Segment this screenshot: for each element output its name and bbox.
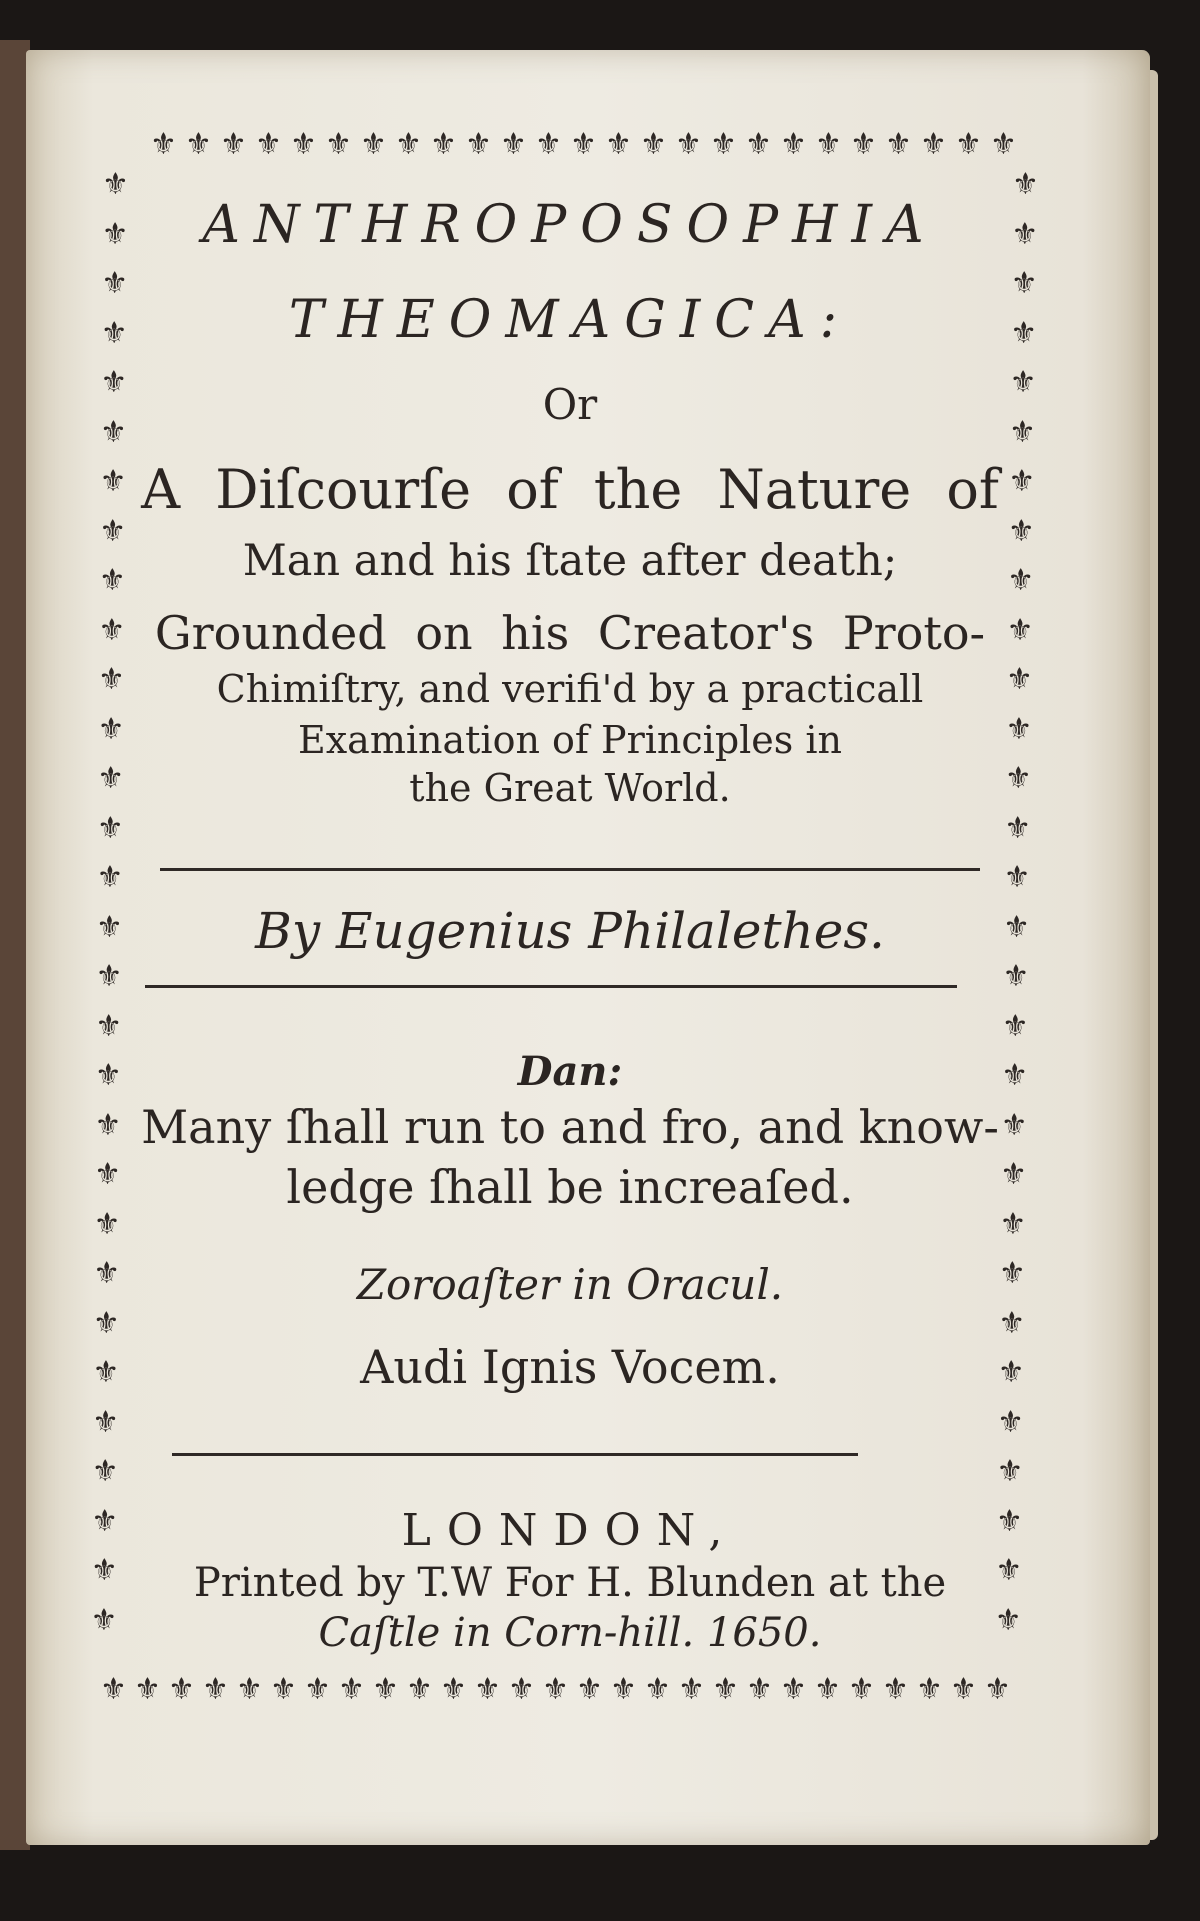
fleuron-icon: ⚜ (100, 414, 127, 450)
imprint-line-2: Caſtle in Corn-hill. 1650. (318, 1610, 822, 1656)
fleuron-icon: ⚜ (93, 1256, 121, 1291)
fleuron-icon: ⚜ (96, 909, 123, 945)
fleuron-icon: ⚜ (97, 761, 125, 796)
fleuron-icon: ⚜ (1003, 860, 1031, 895)
fleuron-icon: ⚜ (644, 1672, 671, 1707)
fleuron-icon: ⚜ (99, 513, 127, 549)
fleuron-icon: ⚜ (814, 1672, 841, 1707)
fleuron-icon: ⚜ (134, 1672, 161, 1707)
fleuron-icon: ⚜ (91, 1454, 119, 1489)
fleuron-icon: ⚜ (1001, 1008, 1029, 1044)
fleuron-icon: ⚜ (236, 1672, 263, 1707)
fleuron-icon: ⚜ (1010, 266, 1038, 301)
fleuron-icon: ⚜ (780, 1672, 807, 1707)
title-line-2: THEOMAGICA: (288, 290, 852, 350)
title-line-1: ANTHROPOSOPHIA (202, 195, 938, 255)
fleuron-icon: ⚜ (712, 1672, 739, 1707)
fleuron-icon: ⚜ (430, 127, 457, 162)
fleuron-icon: ⚜ (1007, 513, 1035, 549)
fleuron-icon: ⚜ (90, 1553, 118, 1588)
fleuron-icon: ⚜ (542, 1672, 569, 1707)
fleuron-icon: ⚜ (100, 365, 128, 400)
fleuron-icon: ⚜ (998, 1305, 1026, 1341)
fleuron-icon: ⚜ (92, 1355, 120, 1390)
fleuron-icon: ⚜ (95, 1008, 123, 1044)
fleuron-icon: ⚜ (984, 1672, 1011, 1707)
fleuron-icon: ⚜ (290, 127, 317, 162)
fleuron-icon: ⚜ (94, 1107, 122, 1143)
fleuron-icon: ⚜ (96, 810, 124, 846)
fleuron-icon: ⚜ (916, 1672, 943, 1707)
rule-1 (160, 868, 980, 871)
fleuron-icon: ⚜ (100, 1672, 127, 1707)
fleuron-icon: ⚜ (885, 127, 912, 162)
fleuron-icon: ⚜ (91, 1503, 119, 1539)
fleuron-icon: ⚜ (920, 127, 947, 162)
fleuron-icon: ⚜ (92, 1305, 120, 1341)
fleuron-icon: ⚜ (395, 127, 422, 162)
fleuron-icon: ⚜ (474, 1672, 501, 1707)
fleuron-icon: ⚜ (372, 1672, 399, 1707)
fleuron-icon: ⚜ (94, 1157, 121, 1192)
fleuron-icon: ⚜ (1004, 761, 1032, 796)
fleuron-icon: ⚜ (997, 1404, 1025, 1440)
fleuron-icon: ⚜ (90, 1602, 118, 1638)
fleuron-icon: ⚜ (570, 127, 597, 162)
fleuron-icon: ⚜ (96, 860, 124, 895)
fleuron-icon: ⚜ (202, 1672, 229, 1707)
fleuron-icon: ⚜ (1006, 612, 1034, 648)
fleuron-icon: ⚜ (1000, 1107, 1028, 1143)
fleuron-icon: ⚜ (150, 127, 177, 162)
fleuron-icon: ⚜ (955, 127, 982, 162)
fleuron-icon: ⚜ (995, 1553, 1023, 1588)
fleuron-icon: ⚜ (92, 1404, 119, 1440)
fleuron-icon: ⚜ (1001, 1058, 1029, 1093)
fleuron-icon: ⚜ (746, 1672, 773, 1707)
fleuron-icon: ⚜ (360, 127, 387, 162)
fleuron-icon: ⚜ (1006, 662, 1033, 697)
fleuron-icon: ⚜ (780, 127, 807, 162)
fleuron-icon: ⚜ (997, 1355, 1025, 1390)
epigraph-line-2: ledge ſhall be increaſed. (286, 1160, 854, 1214)
fleuron-icon: ⚜ (98, 612, 126, 648)
fleuron-icon: ⚜ (270, 1672, 297, 1707)
second-quote: Audi Ignis Vocem. (360, 1340, 780, 1394)
subtitle-line-6: the Great World. (409, 766, 731, 810)
fleuron-icon: ⚜ (1012, 167, 1039, 202)
fleuron-icon: ⚜ (996, 1454, 1024, 1489)
fleuron-icon: ⚜ (304, 1672, 331, 1707)
epigraph-line-1: Many ſhall run to and fro, and know- (141, 1100, 999, 1154)
fleuron-icon: ⚜ (100, 315, 128, 351)
fleuron-icon: ⚜ (994, 1602, 1022, 1638)
fleuron-icon: ⚜ (815, 127, 842, 162)
imprint-city: LONDON, (401, 1505, 739, 1556)
epigraph-source: Dan: (517, 1048, 623, 1095)
fleuron-icon: ⚜ (338, 1672, 365, 1707)
fleuron-icon: ⚜ (882, 1672, 909, 1707)
fleuron-icon: ⚜ (1009, 414, 1036, 450)
author-line: By Eugenius Philalethes. (255, 902, 885, 960)
fleuron-icon: ⚜ (850, 127, 877, 162)
fleuron-icon: ⚜ (1007, 563, 1035, 598)
fleuron-icon: ⚜ (97, 711, 125, 747)
fleuron-icon: ⚜ (325, 127, 352, 162)
imprint-line-1: Printed by T.W For H. Blunden at the (193, 1560, 947, 1606)
fleuron-icon: ⚜ (1009, 365, 1037, 400)
rule-3 (172, 1453, 858, 1456)
fleuron-icon: ⚜ (1003, 909, 1030, 945)
fleuron-icon: ⚜ (500, 127, 527, 162)
fleuron-icon: ⚜ (1005, 711, 1033, 747)
fleuron-icon: ⚜ (990, 127, 1017, 162)
fleuron-icon: ⚜ (185, 127, 212, 162)
fleuron-icon: ⚜ (995, 1503, 1023, 1539)
fleuron-icon: ⚜ (220, 127, 247, 162)
subtitle-line-3: Grounded on his Creator's Proto- (154, 606, 986, 660)
fleuron-icon: ⚜ (999, 1206, 1027, 1242)
subtitle-line-1: A Diſcourſe of the Nature of (141, 458, 999, 521)
fleuron-icon: ⚜ (1002, 959, 1030, 994)
or-text: Or (542, 380, 598, 429)
fleuron-icon: ⚜ (1008, 464, 1036, 499)
fleuron-icon: ⚜ (508, 1672, 535, 1707)
fleuron-icon: ⚜ (675, 127, 702, 162)
fleuron-icon: ⚜ (99, 464, 127, 499)
fleuron-icon: ⚜ (255, 127, 282, 162)
fleuron-icon: ⚜ (576, 1672, 603, 1707)
fleuron-icon: ⚜ (1010, 315, 1038, 351)
fleuron-icon: ⚜ (1000, 1157, 1028, 1192)
fleuron-icon: ⚜ (610, 1672, 637, 1707)
fleuron-icon: ⚜ (710, 127, 737, 162)
fleuron-icon: ⚜ (98, 662, 125, 697)
fleuron-icon: ⚜ (440, 1672, 467, 1707)
fleuron-icon: ⚜ (101, 266, 129, 301)
fleuron-icon: ⚜ (950, 1672, 977, 1707)
fleuron-icon: ⚜ (465, 127, 492, 162)
fleuron-icon: ⚜ (678, 1672, 705, 1707)
fleuron-icon: ⚜ (406, 1672, 433, 1707)
subtitle-line-2: Man and his ſtate after death; (242, 536, 898, 586)
rule-2 (145, 985, 957, 988)
fleuron-icon: ⚜ (1011, 216, 1039, 252)
second-source: Zoroaſter in Oracul. (356, 1260, 784, 1309)
fleuron-icon: ⚜ (94, 1058, 122, 1093)
fleuron-icon: ⚜ (535, 127, 562, 162)
fleuron-icon: ⚜ (93, 1206, 121, 1242)
fleuron-icon: ⚜ (640, 127, 667, 162)
fleuron-icon: ⚜ (605, 127, 632, 162)
fleuron-icon: ⚜ (168, 1672, 195, 1707)
fleuron-icon: ⚜ (745, 127, 772, 162)
fleuron-icon: ⚜ (101, 216, 129, 252)
fleuron-icon: ⚜ (102, 167, 129, 202)
fleuron-icon: ⚜ (95, 959, 123, 994)
fleuron-icon: ⚜ (848, 1672, 875, 1707)
fleuron-icon: ⚜ (998, 1256, 1026, 1291)
fleuron-icon: ⚜ (98, 563, 126, 598)
subtitle-line-5: Examination of Principles in (298, 718, 842, 762)
subtitle-line-4: Chimiſtry, and verifi'd by a practicall (216, 667, 924, 711)
fleuron-icon: ⚜ (1004, 810, 1032, 846)
